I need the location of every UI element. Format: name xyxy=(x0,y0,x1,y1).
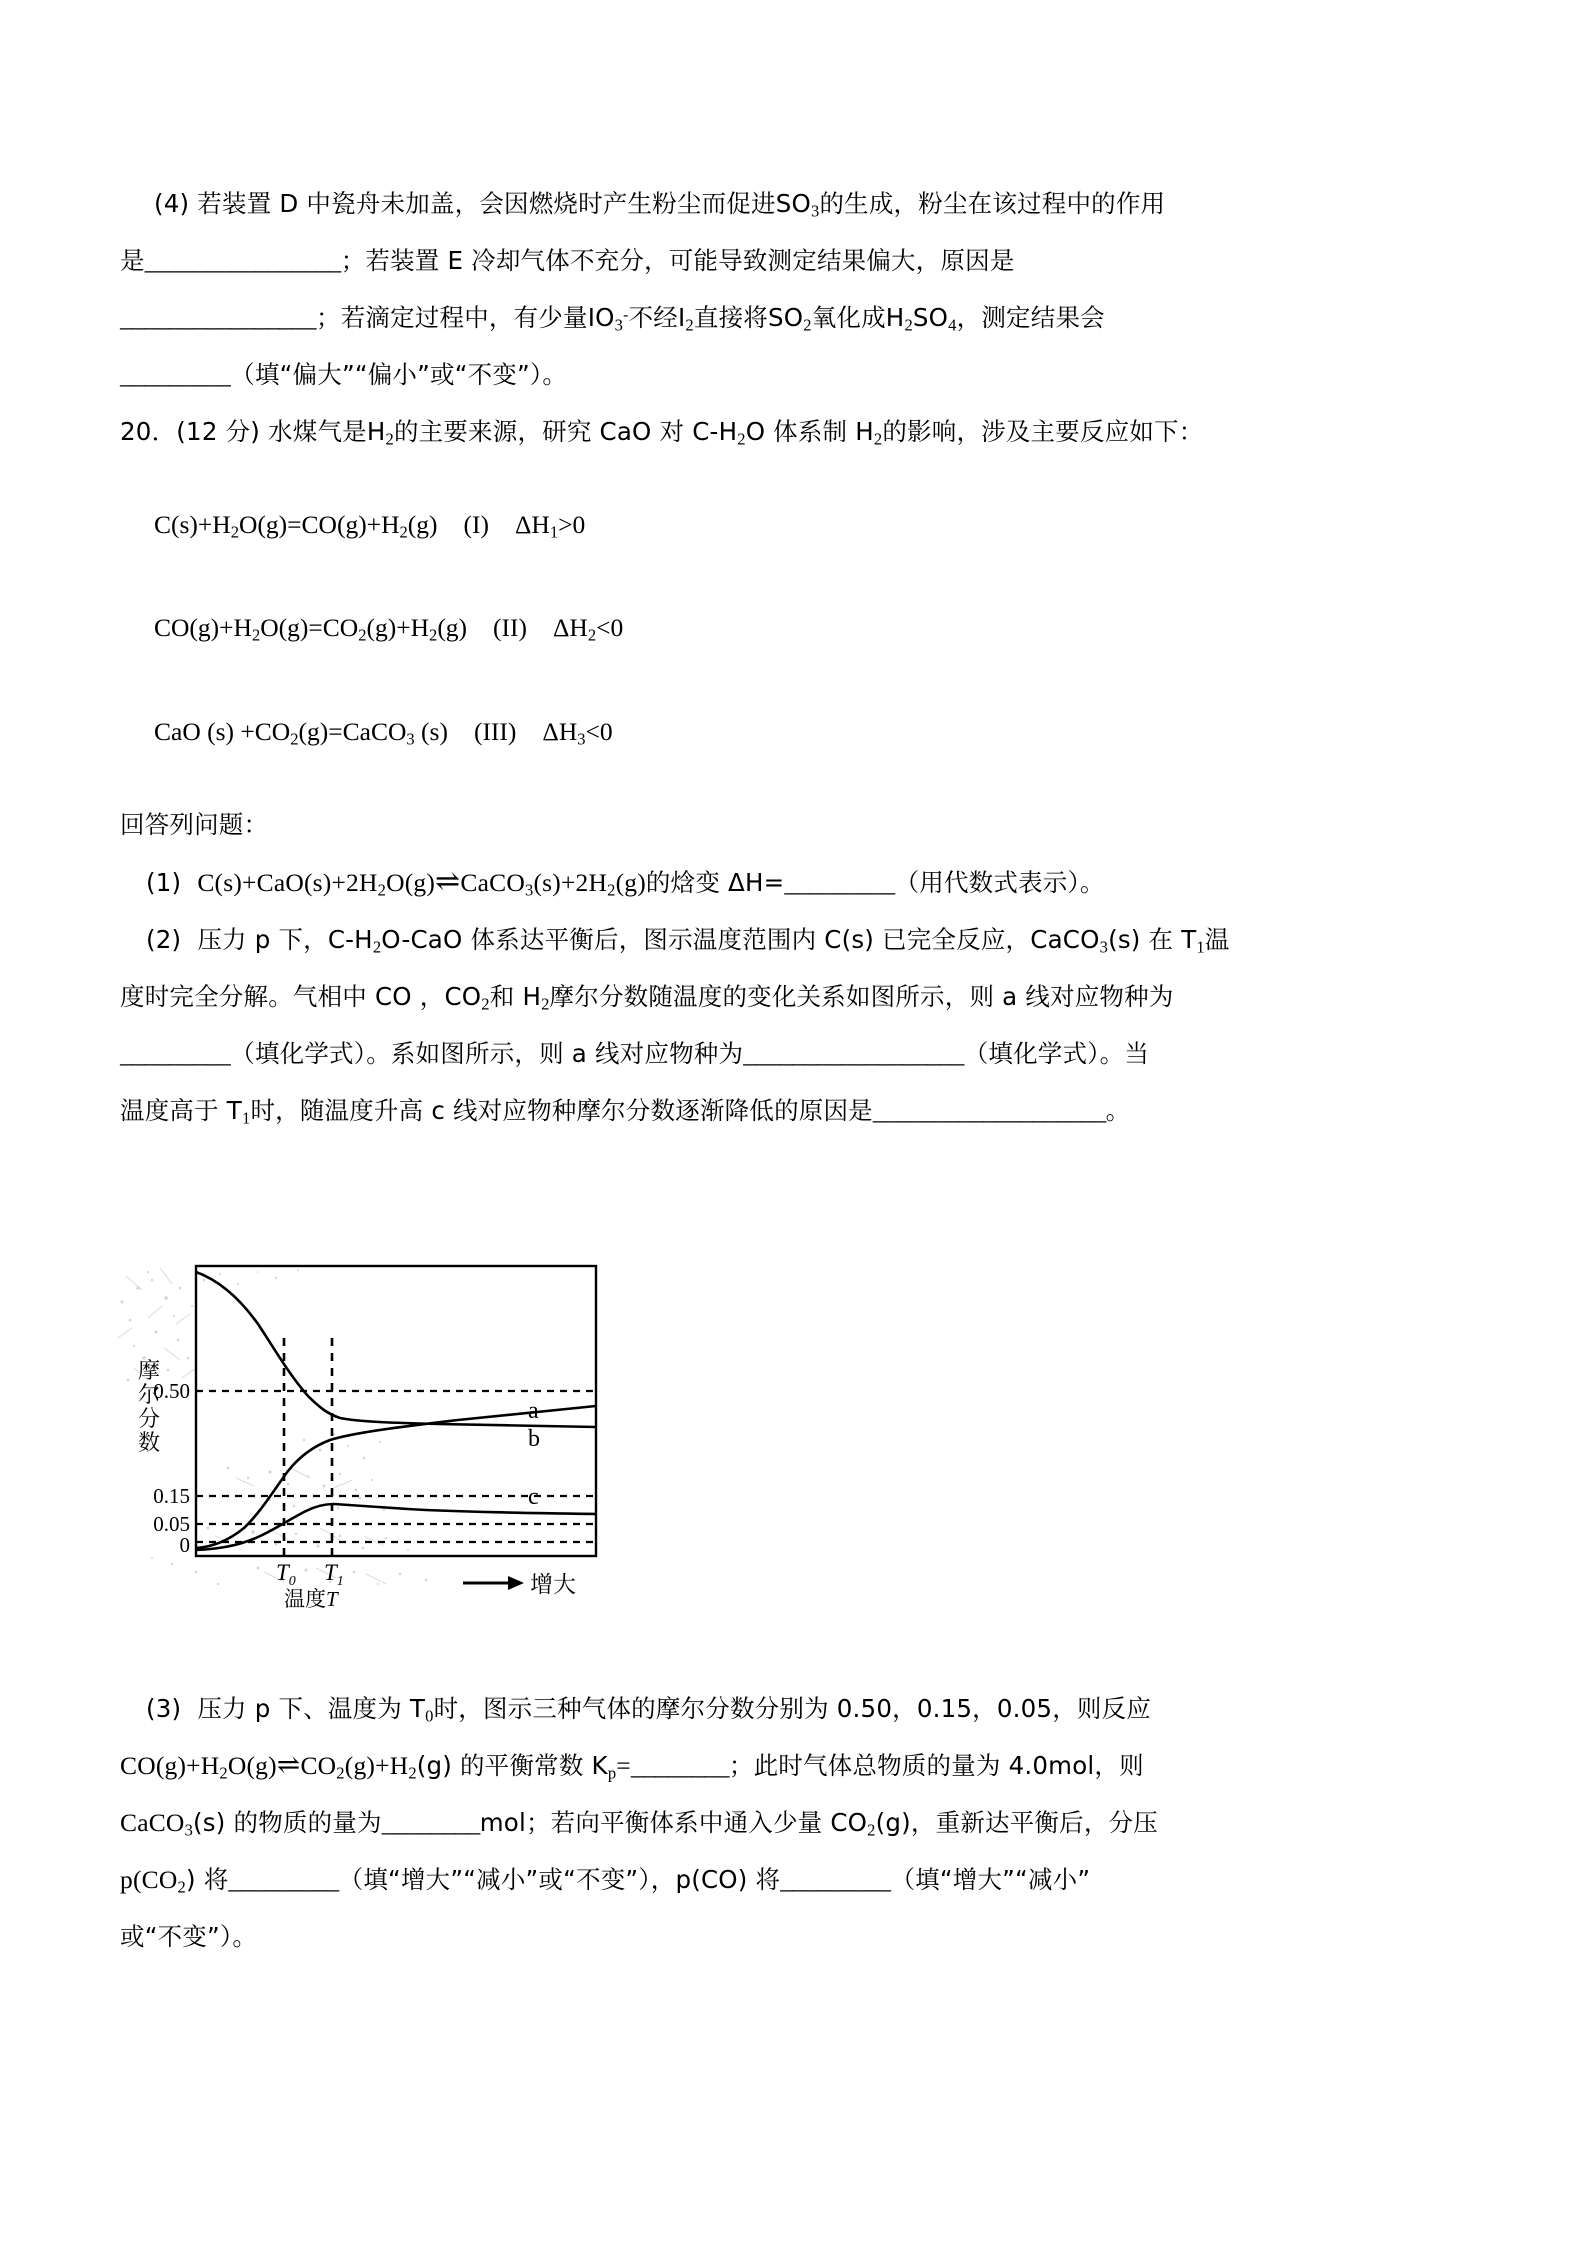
reaction-2-dh: ΔH xyxy=(553,613,588,642)
q20-part3-l4-a: p(CO xyxy=(120,1865,178,1894)
reaction-3-label: (III) xyxy=(473,716,517,746)
q20-part3-l4-b: ) 将 xyxy=(185,1865,229,1894)
q20-part1-num: (1) xyxy=(146,868,182,897)
chart-series-c-label: c xyxy=(528,1484,539,1510)
q20-stem-b: 的主要来源，研究 CaO 对 C-H xyxy=(393,417,738,446)
q20-part1-tail-a: 的焓变 ΔH= xyxy=(645,868,785,897)
q20-part3-l3-c: mol；若向平衡体系中通入少量 CO xyxy=(479,1808,868,1837)
i2-subscript: 2 xyxy=(685,315,694,335)
q20-reaction-2 xyxy=(120,589,1480,667)
q20-part2-num: (2) xyxy=(146,925,182,954)
chart-xtick-T1: $T_1$ xyxy=(324,1560,344,1589)
reaction-1-end: (g) xyxy=(407,509,438,539)
q20-part3-l5: 或“不变”）。 xyxy=(120,1922,258,1951)
chart-ylabel: 摩 尔 分 数 xyxy=(138,1359,161,1456)
q20-part2-l2-c: 摩尔分数随温度的变化关系如图所示，则 a 线对应物种为 xyxy=(549,982,1174,1011)
reaction-2-sub2: 2 xyxy=(358,625,367,645)
h2so4-sub-h: 2 xyxy=(904,315,913,335)
q20-part3-l4-c: （填“增大”“减小”或“不变”），p(CO) 将 xyxy=(338,1865,781,1894)
p3-co2-sub-2: 2 xyxy=(867,1820,876,1840)
chart-series-a-label: a xyxy=(528,1398,539,1424)
io3-charge: - xyxy=(623,306,629,324)
h2-subscript-2: 2 xyxy=(873,429,883,449)
reaction-3-end: (s) xyxy=(414,716,448,746)
q19-part4-line3-c: 直接将SO xyxy=(693,303,804,332)
q19-part4-line3-a: ；若滴定过程中，有少量IO xyxy=(316,303,615,332)
mole-fraction-chart xyxy=(108,1228,628,1634)
q20-part2-l3-b: （填化学式）。当 xyxy=(963,1039,1150,1068)
q20-part2-l2-a: 度时完全分解。气相中 CO ，CO xyxy=(120,982,482,1011)
answer-blank[interactable]: _________ xyxy=(120,360,231,389)
q20-part2-line4 xyxy=(120,1082,1480,1139)
q20-part3-l2-d: (g)+H xyxy=(344,1751,409,1780)
reaction-2-lhs: CO(g)+H xyxy=(154,613,252,642)
chart-increase-arrow xyxy=(463,1576,524,1590)
q20-part3-l2-b: O(g) xyxy=(227,1751,277,1780)
chart-svg xyxy=(108,1228,628,1634)
chart-increase-label: 增大 xyxy=(530,1572,576,1598)
q19-part4-line4-text: （填“偏大”“偏小”或“不变”）。 xyxy=(230,360,568,389)
t0-subscript: 0 xyxy=(425,1706,434,1726)
q20-part1-eq-d: (s)+2H xyxy=(533,868,608,897)
q20-part3-line1 xyxy=(120,1680,1500,1737)
p3-h2o-sub: 2 xyxy=(219,1763,228,1783)
answer-blank[interactable]: __________________ xyxy=(743,1039,964,1068)
chart-xtick-T0: $T_0$ xyxy=(276,1560,296,1589)
reaction-3-dh: ΔH xyxy=(542,716,578,746)
q20-part1 xyxy=(120,853,1480,911)
so2-subscript: 2 xyxy=(803,315,812,335)
h2o-subscript: 2 xyxy=(737,429,746,449)
reaction-3-mid: (g)=CaCO xyxy=(298,716,407,746)
q20-part2-line2 xyxy=(120,968,1480,1025)
q20-part3-l4-d: （填“增大”“减小” xyxy=(890,1865,1091,1894)
q20-part3-line4 xyxy=(120,1851,1500,1908)
q20-part3 xyxy=(120,1680,1500,1965)
part2-sub3: 1 xyxy=(1196,937,1205,957)
reaction-2-label: (II) xyxy=(493,613,528,642)
equilibrium-arrow-icon: ⇌ xyxy=(276,1750,301,1781)
reaction-2-end: (g) xyxy=(437,613,468,642)
q20-reaction-3 xyxy=(120,693,1480,771)
q20-reaction-1 xyxy=(120,486,1480,564)
reaction-1-mid: O(g)=CO(g)+H xyxy=(239,509,400,539)
q19-part4-line1 xyxy=(120,175,1480,232)
h2so4-sub-o: 4 xyxy=(948,315,957,335)
p3-h2-sub: 2 xyxy=(408,1763,417,1783)
answer-blank[interactable]: _________ xyxy=(120,1039,231,1068)
part2-co2-sub: 2 xyxy=(481,994,490,1014)
answer-blank[interactable]: ________ xyxy=(630,1751,729,1780)
caco3-subscript: 3 xyxy=(184,1820,194,1840)
answer-prompt-text: 回答列问题： xyxy=(120,810,269,839)
q19-part4-line3-d: 氧化成H xyxy=(811,303,905,332)
reaction-3-cmp: <0 xyxy=(585,716,613,746)
equilibrium-arrow-icon: ⇌ xyxy=(435,865,461,898)
q19-part4-line3-b: 不经I xyxy=(628,303,686,332)
chart-xlabel: 温度T xyxy=(284,1587,338,1611)
q20-stem-a: 20．(12 分) 水煤气是H xyxy=(120,417,386,446)
answer-blank[interactable]: ________ xyxy=(381,1808,480,1837)
reaction-3-sub2: 3 xyxy=(406,729,415,749)
reaction-2-dh-sub: 2 xyxy=(587,625,597,645)
q20-part2-line3 xyxy=(120,1025,1480,1082)
q19-part4-line2 xyxy=(120,232,1480,289)
q20-part3-l2-e: (g) 的平衡常数 K xyxy=(416,1751,608,1780)
q19-part4-line3 xyxy=(120,289,1480,346)
part1-sub1: 2 xyxy=(377,880,387,900)
q20-part3-l2-f: = xyxy=(616,1751,631,1780)
part1-sub3: 2 xyxy=(607,880,616,900)
q20-part2-l4-a: 温度高于 T xyxy=(120,1096,242,1125)
document-body xyxy=(120,175,1480,1139)
q19-part4-line4 xyxy=(120,346,1480,403)
q20-part1-eq-c: CaCO xyxy=(460,868,525,897)
p3-co2-sub: 2 xyxy=(336,1763,345,1783)
q20-stem xyxy=(120,403,1480,460)
q19-part4-line2-b: ；若装置 E 冷却气体不充分，可能导致测定结果偏大，原因是 xyxy=(340,246,1015,275)
reaction-2-cmp: <0 xyxy=(596,613,624,642)
q19-part4-line1-b: 的生成，粉尘在该过程中的作用 xyxy=(819,189,1166,218)
answer-blank[interactable]: _________ xyxy=(780,1865,891,1894)
chart-series-b-label: b xyxy=(528,1426,540,1452)
q20-part1-eq-b: O(g) xyxy=(386,868,436,897)
reaction-2-mid: O(g)=CO xyxy=(260,613,359,642)
reaction-3-sub1: 2 xyxy=(290,729,299,749)
chart-ytick-015: 0.15 xyxy=(153,1484,190,1508)
kp-subscript: p xyxy=(607,1763,617,1783)
q19-part4-line1-a: (4) 若装置 D 中瓷舟未加盖，会因燃烧时产生粉尘而促进SO xyxy=(154,189,811,218)
q19-part4-line3-f: ，测定结果会 xyxy=(956,303,1105,332)
answer-blank[interactable]: _________ xyxy=(228,1865,339,1894)
q20-part3-l2-c: CO xyxy=(300,1751,337,1780)
reaction-1-sub1: 2 xyxy=(230,522,239,542)
answer-blank[interactable]: ________________ xyxy=(144,246,341,275)
q20-part3-l2-g: ；此时气体总物质的量为 4.0mol，则 xyxy=(728,1751,1144,1780)
q20-answer-prompt xyxy=(120,796,1480,853)
reaction-1-dh-sub: 1 xyxy=(549,522,559,542)
io3-subscript: 3 xyxy=(614,315,624,335)
q20-part3-l3-d: (g)，重新达平衡后，分压 xyxy=(875,1808,1158,1837)
chart-ytick-005: 0.05 xyxy=(153,1512,190,1536)
part2-sub1: 2 xyxy=(372,937,382,957)
reaction-1-lhs: C(s)+H xyxy=(154,509,231,539)
chart-ytick-050: 0.50 xyxy=(153,1379,190,1403)
q20-stem-d: 的影响，涉及主要反应如下： xyxy=(882,417,1204,446)
h2-subscript: 2 xyxy=(385,429,394,449)
q19-part4-line3-e: SO xyxy=(912,303,949,332)
reaction-3-dh-sub: 3 xyxy=(577,729,586,749)
reaction-2-sub3: 2 xyxy=(429,625,438,645)
part1-sub2: 3 xyxy=(524,880,534,900)
q20-part2-line1 xyxy=(120,911,1480,968)
chart-ytick-0: 0 xyxy=(179,1533,190,1557)
reaction-2-mid2: (g)+H xyxy=(366,613,430,642)
reaction-3-lhs: CaO (s) +CO xyxy=(154,716,291,746)
q20-part2-l1-b: O-CaO 体系达平衡后，图示温度范围内 C(s) 已完全反应，CaCO xyxy=(381,925,1100,954)
part2-h2-sub: 2 xyxy=(541,994,550,1014)
q20-part3-l3-a: CaCO xyxy=(120,1808,185,1837)
answer-blank[interactable]: ________________ xyxy=(120,303,316,332)
q20-part3-l1-b: 时，图示三种气体的摩尔分数分别为 0.50，0.15，0.05，则反应 xyxy=(433,1694,1152,1723)
q20-part2-l4-c: 。 xyxy=(1105,1096,1131,1125)
q20-part3-line3 xyxy=(120,1794,1500,1851)
q20-part3-line2 xyxy=(120,1737,1500,1794)
q20-part2-l1-c: (s) 在 T xyxy=(1108,925,1197,954)
q20-part2-l1-d: 温 xyxy=(1204,925,1230,954)
q19-so3-subscript: 3 xyxy=(810,201,820,221)
q20-part3-line5 xyxy=(120,1908,1500,1965)
answer-blank[interactable]: _________ xyxy=(784,868,895,897)
q20-part1-eq-a: C(s)+CaO(s)+2H xyxy=(197,868,378,897)
q19-part4-line2-a: 是 xyxy=(120,246,145,275)
q20-part2-l2-b: 和 H xyxy=(489,982,542,1011)
q20-part3-l1-a: 压力 p 下、温度为 T xyxy=(197,1694,426,1723)
q20-part2-l4-b: 时，随温度升高 c 线对应物种摩尔分数逐渐降低的原因是 xyxy=(250,1096,873,1125)
part2-sub2: 3 xyxy=(1099,937,1109,957)
reaction-1-label: (I) xyxy=(463,509,489,539)
pco2-subscript: 2 xyxy=(177,1877,186,1897)
q20-part3-l2-a: CO(g)+H xyxy=(120,1751,220,1780)
reaction-1-sub2: 2 xyxy=(399,522,408,542)
reaction-2-sub1: 2 xyxy=(251,625,261,645)
q20-part3-l3-b: (s) 的物质的量为 xyxy=(193,1808,382,1837)
q20-stem-c: O 体系制 H xyxy=(745,417,874,446)
q20-part2-l3-a: （填化学式）。系如图所示，则 a 线对应物种为 xyxy=(230,1039,744,1068)
q20-part3-num: (3) xyxy=(146,1694,182,1723)
reaction-1-cmp: >0 xyxy=(558,509,586,539)
answer-blank[interactable]: ___________________ xyxy=(872,1096,1106,1125)
q20-part2-l1-a: 压力 p 下，C-H xyxy=(197,925,373,954)
t1-subscript: 1 xyxy=(241,1108,251,1128)
reaction-1-dh: ΔH xyxy=(514,509,550,539)
q20-part1-tail-b: （用代数式表示）。 xyxy=(894,868,1105,897)
q20-part1-eq-e: (g) xyxy=(615,868,646,897)
